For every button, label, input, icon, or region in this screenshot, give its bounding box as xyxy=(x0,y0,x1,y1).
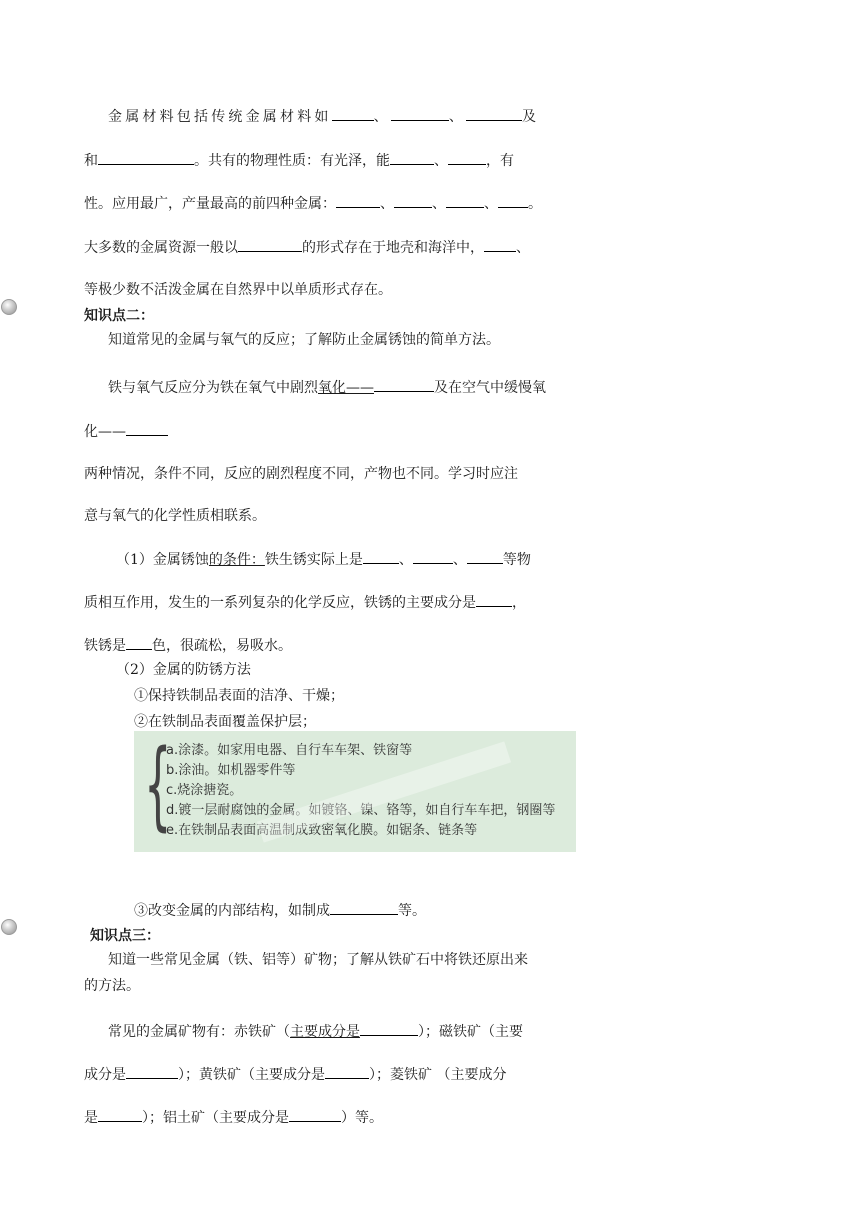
text: 铁与氧气反应分为铁在氧气中剧烈 xyxy=(108,380,318,396)
brace-icon: { xyxy=(144,731,172,841)
text: ， xyxy=(512,595,526,611)
para1-line3 xyxy=(84,193,542,214)
text: ）；菱铁矿 （主要成分 xyxy=(369,1067,507,1083)
text: 常见的金属矿物有：赤铁矿（ xyxy=(108,1024,290,1040)
para1-line5 xyxy=(84,280,392,300)
blank xyxy=(391,106,449,121)
section-heading-3: 知识点三： xyxy=(90,928,160,944)
blank xyxy=(289,1107,341,1122)
blank xyxy=(98,1107,142,1122)
blank xyxy=(448,150,486,165)
blank xyxy=(126,1064,178,1079)
text: 金属材料包括传统金属材料如 xyxy=(108,109,332,125)
figure-item: a.涂漆。如家用电器、自行车车架、铁窗等 xyxy=(166,743,413,758)
blank xyxy=(467,549,503,564)
figure-item: d.镀一层耐腐蚀的金属。如镀铬、镍、铬等，如自行车车把，钢圈等 xyxy=(166,803,556,818)
text: 、 xyxy=(398,552,413,568)
blank xyxy=(238,237,302,252)
text: 及 xyxy=(522,109,540,125)
text: 和 xyxy=(84,153,98,169)
text: 色，很疏松，易吸水。 xyxy=(152,638,292,654)
rust-line1 xyxy=(116,549,531,570)
text: 、 xyxy=(373,109,391,125)
text: ③改变金属的内部结构，如制成 xyxy=(134,903,330,919)
blank xyxy=(98,150,194,165)
text: 、 xyxy=(484,196,498,212)
ore-line3 xyxy=(84,1107,383,1128)
text: 、 xyxy=(516,240,530,256)
text: 、 xyxy=(448,109,467,125)
text: 、 xyxy=(432,196,446,212)
ore-line1 xyxy=(108,1021,523,1042)
text: ）；黄铁矿（主要成分是 xyxy=(178,1067,325,1083)
ore-line2 xyxy=(84,1064,506,1085)
rust-line3 xyxy=(84,635,292,656)
blank xyxy=(374,377,434,392)
text: 等。 xyxy=(398,903,426,919)
k3-intro-2: 的方法。 xyxy=(84,978,140,994)
blank xyxy=(466,106,522,121)
text: 是 xyxy=(84,1110,98,1126)
text: （1）金属锈蚀 xyxy=(116,552,209,568)
para1-line2 xyxy=(84,150,514,171)
text: ）；铝土矿（主要成分是 xyxy=(142,1110,289,1126)
k2-line1 xyxy=(108,377,546,398)
k2-line4: 意与氧气的化学性质相联系。 xyxy=(84,508,266,524)
text: 大多数的金属资源一般以 xyxy=(84,240,238,256)
method-2: ②在铁制品表面覆盖保护层； xyxy=(134,714,316,730)
k2-intro: 知道常见的金属与氧气的反应；了解防止金属锈蚀的简单方法。 xyxy=(108,332,500,348)
text: 。共有的物理性质：有光泽，能 xyxy=(194,153,390,169)
text: 主要成分是 xyxy=(290,1024,360,1040)
blank xyxy=(498,193,528,208)
text: ）等。 xyxy=(341,1110,383,1126)
blank xyxy=(126,635,152,650)
text: 化—— xyxy=(84,424,126,440)
text: 、 xyxy=(434,153,448,169)
blank xyxy=(126,421,168,436)
text: 铁生锈实际上是 xyxy=(264,552,363,568)
text: ）；磁铁矿（主要 xyxy=(418,1024,523,1040)
text: 的条件： xyxy=(208,552,265,568)
blank xyxy=(446,193,484,208)
rust-line2 xyxy=(84,592,526,613)
protective-layer-figure xyxy=(134,731,576,852)
para1-line1 xyxy=(108,106,539,127)
figure-item: e.在铁制品表面高温制成致密氧化膜。如锯条、链条等 xyxy=(166,823,478,838)
method-1: ①保持铁制品表面的洁净、干燥； xyxy=(134,688,344,704)
figure-item: c.烧涂搪瓷。 xyxy=(166,783,243,798)
methods-title: （2）金属的防锈方法 xyxy=(116,662,251,678)
blank xyxy=(363,549,399,564)
k2-line2 xyxy=(84,421,168,442)
blank xyxy=(336,193,380,208)
text: 等物 xyxy=(502,552,531,568)
bullet-marker-icon xyxy=(1,919,17,935)
method-3 xyxy=(134,900,426,921)
text: 。 xyxy=(528,196,542,212)
k2-line3: 两种情况，条件不同，反应的剧烈程度不同，产物也不同。学习时应注 xyxy=(84,466,518,482)
blank xyxy=(413,549,453,564)
text: 成分是 xyxy=(84,1067,126,1083)
text: ，有 xyxy=(486,153,514,169)
blank xyxy=(390,150,434,165)
text: 的形式存在于地壳和海洋中， xyxy=(302,240,484,256)
text: 性。应用最广，产量最高的前四种金属： xyxy=(84,196,336,212)
text: 、 xyxy=(380,196,394,212)
blank xyxy=(484,237,516,252)
k3-intro-1: 知道一些常见金属（铁、铝等）矿物；了解从铁矿石中将铁还原出来 xyxy=(108,952,528,968)
blank xyxy=(360,1021,418,1036)
blank xyxy=(394,193,432,208)
figure-item: b.涂油。如机器零件等 xyxy=(166,763,296,778)
text: 质相互作用，发生的一系列复杂的化学反应，铁锈的主要成分是 xyxy=(84,595,476,611)
text: 及在空气中缓慢氧 xyxy=(434,380,546,396)
text: 等极少数不活泼金属在自然界中以单质形式存在。 xyxy=(84,282,392,298)
text: 氧化—— xyxy=(318,380,374,396)
blank xyxy=(325,1064,369,1079)
blank xyxy=(332,106,374,121)
section-heading-2: 知识点二： xyxy=(84,308,154,324)
bullet-marker-icon xyxy=(1,299,17,315)
para1-line4 xyxy=(84,237,530,258)
text: 铁锈是 xyxy=(84,638,126,654)
blank xyxy=(476,592,512,607)
blank xyxy=(330,900,398,915)
text: 、 xyxy=(452,552,467,568)
